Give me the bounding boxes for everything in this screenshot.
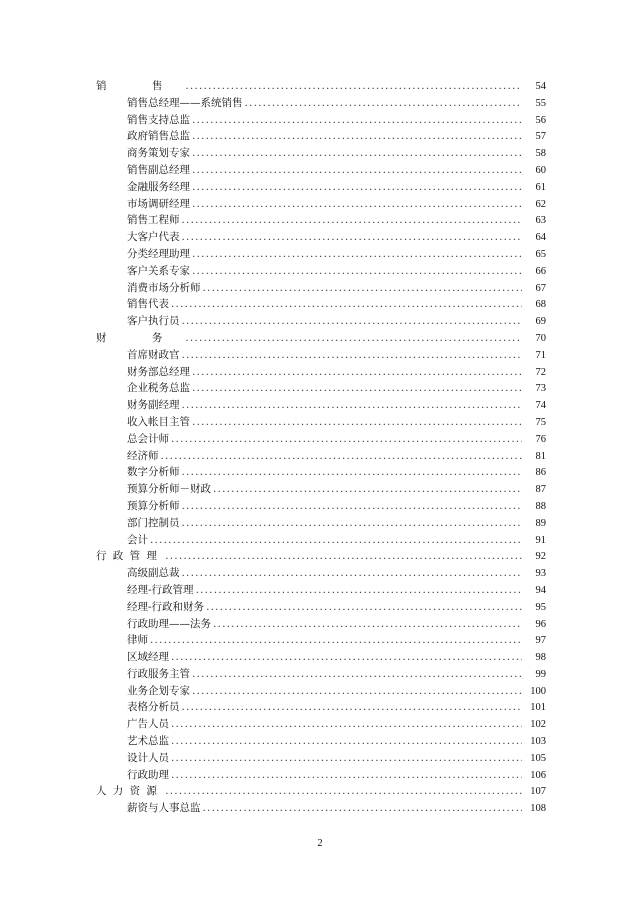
toc-entry[interactable]: [96, 733, 546, 750]
toc-entry-title: 表格分析员: [127, 701, 180, 714]
toc-entry-title: 薪资与人事总监: [127, 802, 201, 815]
toc-leader-dots: [182, 397, 523, 414]
toc-entry-title: 行政助理——法务: [127, 617, 211, 630]
toc-entry-page: 88: [535, 500, 546, 512]
toc-entry-title: 金融服务经理: [127, 180, 190, 193]
toc-leader-dots: [150, 532, 522, 549]
toc-leader-dots: [203, 280, 523, 297]
toc-entry-title: 首席财政官: [127, 348, 180, 361]
toc-entry[interactable]: [96, 347, 546, 364]
toc-entry[interactable]: [96, 397, 546, 414]
toc-entry-title: 销 售: [96, 80, 184, 92]
toc-leader-dots: [192, 683, 522, 700]
toc-section-heading[interactable]: [96, 330, 546, 347]
toc-entry[interactable]: [96, 196, 546, 213]
toc-leader-dots: [192, 112, 522, 129]
toc-entry-page: 57: [535, 131, 546, 143]
page-number: 2: [317, 838, 323, 849]
toc-entry-title: 艺术总监: [127, 735, 169, 748]
toc-entry[interactable]: [96, 246, 546, 263]
toc-section-heading[interactable]: [96, 783, 546, 800]
toc-entry[interactable]: [96, 750, 546, 767]
toc-entry[interactable]: [96, 414, 546, 431]
toc-entry[interactable]: [96, 296, 546, 313]
toc-entry-title: 行政服务主管: [127, 667, 190, 680]
toc-entry-page: 74: [535, 400, 546, 412]
toc-entry-page: 86: [535, 467, 546, 479]
toc-section-heading[interactable]: [96, 548, 546, 565]
toc-entry-page: 60: [535, 164, 546, 176]
toc-entry-title: 律师: [127, 634, 148, 647]
toc-entry-title: 行政管理: [96, 550, 164, 563]
toc-leader-dots: [182, 515, 523, 532]
toc-entry[interactable]: [96, 699, 546, 716]
toc-entry[interactable]: [96, 145, 546, 162]
toc-entry-page: 107: [530, 786, 546, 798]
toc-entry-title: 销售工程师: [127, 214, 180, 227]
toc-leader-dots: [213, 616, 522, 633]
toc-entry-page: 68: [535, 299, 546, 311]
toc-leader-dots: [182, 565, 523, 582]
toc-section-heading[interactable]: [96, 78, 546, 95]
toc-entry[interactable]: [96, 683, 546, 700]
toc-leader-dots: [192, 263, 522, 280]
toc-leader-dots: [196, 582, 522, 599]
toc-entry-page: 73: [535, 383, 546, 395]
toc-entry-page: 76: [535, 433, 546, 445]
toc-entry-title: 经理-行政管理: [127, 583, 194, 596]
toc-entry-page: 91: [535, 534, 546, 546]
toc-entry-page: 63: [535, 215, 546, 227]
toc-leader-dots: [171, 431, 522, 448]
toc-entry[interactable]: [96, 364, 546, 381]
toc-leader-dots: [182, 212, 523, 229]
toc-entry-page: 65: [535, 248, 546, 260]
toc-entry[interactable]: [96, 263, 546, 280]
toc-entry-title: 设计人员: [127, 751, 169, 764]
toc-entry-title: 会计: [127, 533, 148, 546]
toc-entry-page: 70: [535, 332, 546, 344]
toc-entry[interactable]: [96, 280, 546, 297]
toc-entry[interactable]: [96, 212, 546, 229]
toc-leader-dots: [165, 783, 522, 800]
toc-entry-title: 销售副总经理: [127, 163, 190, 176]
toc-entry-title: 总会计师: [127, 432, 169, 445]
toc-entry-title: 预算分析师－财政: [127, 483, 211, 496]
toc-entry-page: 55: [535, 97, 546, 109]
toc-leader-dots: [182, 313, 523, 330]
toc-leader-dots: [182, 498, 523, 515]
toc-entry-title: 人力资源: [96, 785, 164, 798]
toc-leader-dots: [192, 162, 522, 179]
toc-entry-page: 69: [535, 316, 546, 328]
toc-entry[interactable]: [96, 464, 546, 481]
toc-entry[interactable]: [96, 632, 546, 649]
toc-entry-title: 销售代表: [127, 298, 169, 311]
toc-leader-dots: [182, 464, 523, 481]
toc-entry-title: 业务企划专家: [127, 684, 190, 697]
toc-entry-page: 62: [535, 198, 546, 210]
toc-entry-title: 区域经理: [127, 651, 169, 664]
toc-entry-title: 经济师: [127, 449, 159, 462]
toc-entry[interactable]: [96, 380, 546, 397]
toc-entry-page: 61: [535, 181, 546, 193]
table-of-contents: [96, 78, 546, 817]
toc-entry-page: 106: [530, 769, 546, 781]
toc-entry-title: 销售支持总监: [127, 113, 190, 126]
toc-entry-page: 92: [535, 551, 546, 563]
toc-leader-dots: [161, 448, 523, 465]
toc-entry-title: 经理-行政和财务: [127, 600, 205, 613]
toc-entry[interactable]: [96, 515, 546, 532]
toc-entry[interactable]: [96, 498, 546, 515]
toc-leader-dots: [192, 179, 522, 196]
toc-leader-dots: [150, 632, 522, 649]
toc-entry-page: 81: [535, 450, 546, 462]
toc-leader-dots: [192, 145, 522, 162]
toc-entry-title: 数字分析师: [127, 466, 180, 479]
toc-entry[interactable]: [96, 229, 546, 246]
toc-entry-page: 103: [530, 736, 546, 748]
toc-entry-page: 71: [535, 349, 546, 361]
toc-entry[interactable]: [96, 649, 546, 666]
toc-leader-dots: [192, 246, 522, 263]
toc-entry-page: 100: [530, 685, 546, 697]
toc-entry[interactable]: [96, 431, 546, 448]
toc-entry-page: 75: [535, 416, 546, 428]
toc-entry-page: 97: [535, 635, 546, 647]
toc-entry[interactable]: [96, 716, 546, 733]
toc-entry[interactable]: [96, 565, 546, 582]
toc-entry-title: 大客户代表: [127, 231, 180, 244]
toc-leader-dots: [245, 95, 523, 112]
toc-leader-dots: [171, 750, 522, 767]
toc-leader-dots: [182, 699, 523, 716]
toc-entry[interactable]: [96, 448, 546, 465]
toc-entry[interactable]: [96, 128, 546, 145]
toc-entry-page: 58: [535, 148, 546, 160]
toc-leader-dots: [182, 229, 523, 246]
toc-leader-dots: [171, 767, 522, 784]
toc-entry-title: 部门控制员: [127, 516, 180, 529]
toc-entry-title: 市场调研经理: [127, 197, 190, 210]
toc-entry-page: 101: [530, 702, 546, 714]
toc-entry-title: 消费市场分析师: [127, 281, 201, 294]
toc-entry[interactable]: [96, 582, 546, 599]
toc-entry-page: 56: [535, 114, 546, 126]
toc-entry[interactable]: [96, 95, 546, 112]
toc-entry-page: 66: [535, 265, 546, 277]
toc-entry-title: 政府销售总监: [127, 130, 190, 143]
toc-leader-dots: [206, 599, 522, 616]
toc-leader-dots: [192, 380, 522, 397]
toc-entry-page: 87: [535, 484, 546, 496]
toc-entry-title: 广告人员: [127, 718, 169, 731]
toc-entry-title: 收入帐目主管: [127, 415, 190, 428]
toc-entry-page: 95: [535, 601, 546, 613]
toc-leader-dots: [192, 128, 522, 145]
toc-entry-title: 财务副经理: [127, 399, 180, 412]
toc-entry-page: 89: [535, 517, 546, 529]
toc-leader-dots: [192, 666, 522, 683]
toc-entry-page: 99: [535, 668, 546, 680]
toc-entry-title: 分类经理助理: [127, 247, 190, 260]
toc-leader-dots: [185, 330, 522, 347]
toc-leader-dots: [185, 78, 522, 95]
toc-entry[interactable]: [96, 162, 546, 179]
toc-leader-dots: [192, 196, 522, 213]
toc-entry-page: 93: [535, 568, 546, 580]
toc-entry[interactable]: [96, 179, 546, 196]
toc-entry-page: 72: [535, 366, 546, 378]
toc-entry-page: 96: [535, 618, 546, 630]
toc-entry-page: 94: [535, 584, 546, 596]
toc-entry-title: 客户关系专家: [127, 264, 190, 277]
toc-entry[interactable]: [96, 532, 546, 549]
toc-entry-page: 102: [530, 719, 546, 731]
toc-entry-title: 财 务: [96, 331, 184, 344]
toc-entry-page: 105: [530, 752, 546, 764]
toc-entry-title: 企业税务总监: [127, 382, 190, 395]
toc-entry[interactable]: [96, 767, 546, 784]
toc-leader-dots: [192, 414, 522, 431]
toc-leader-dots: [171, 716, 522, 733]
toc-entry[interactable]: [96, 313, 546, 330]
toc-leader-dots: [165, 548, 522, 565]
toc-entry-page: 98: [535, 652, 546, 664]
toc-entry[interactable]: [96, 599, 546, 616]
toc-leader-dots: [192, 364, 522, 381]
toc-entry[interactable]: [96, 800, 546, 817]
toc-entry[interactable]: [96, 481, 546, 498]
toc-entry-title: 高级副总裁: [127, 567, 180, 580]
toc-entry-page: 64: [535, 232, 546, 244]
toc-entry-title: 客户执行员: [127, 315, 180, 328]
toc-leader-dots: [171, 296, 522, 313]
toc-leader-dots: [171, 649, 522, 666]
toc-leader-dots: [203, 800, 523, 817]
toc-entry-title: 销售总经理——系统销售: [127, 96, 243, 109]
toc-entry-title: 商务策划专家: [127, 147, 190, 160]
toc-entry[interactable]: [96, 112, 546, 129]
toc-entry-title: 预算分析师: [127, 499, 180, 512]
toc-entry[interactable]: [96, 666, 546, 683]
toc-entry-title: 行政助理: [127, 768, 169, 781]
toc-entry-page: 67: [535, 282, 546, 294]
toc-entry-page: 108: [530, 803, 546, 815]
toc-leader-dots: [213, 481, 522, 498]
toc-entry-page: 54: [535, 81, 546, 92]
toc-leader-dots: [171, 733, 522, 750]
toc-entry-title: 财务部总经理: [127, 365, 190, 378]
toc-entry[interactable]: [96, 616, 546, 633]
toc-leader-dots: [182, 347, 523, 364]
